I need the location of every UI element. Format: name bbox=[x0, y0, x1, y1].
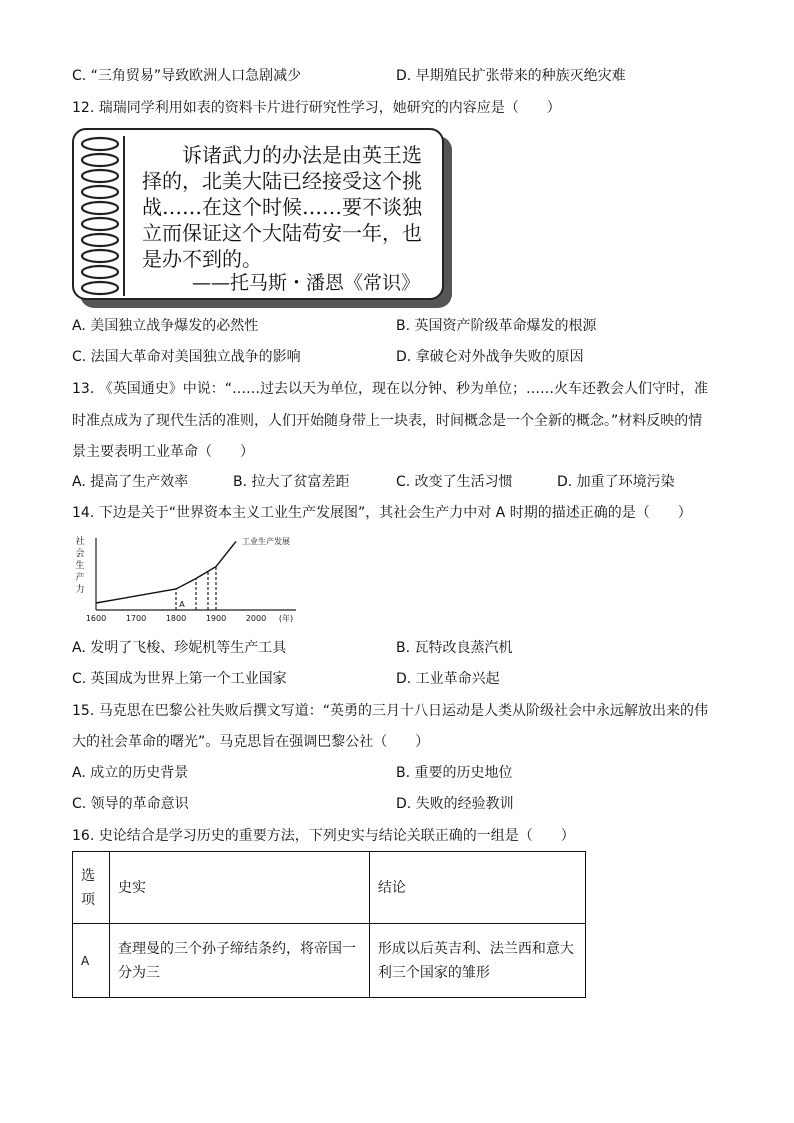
q13-stem-3: 景主要表明工业革命（ ） bbox=[72, 444, 254, 460]
y-axis-label-char: 力 bbox=[75, 585, 85, 595]
x-tick-label: 1900 bbox=[205, 614, 227, 623]
q12-option-a: A. 美国独立战争爆发的必然性 bbox=[72, 318, 259, 334]
q15-stem-1: 15. 马克思在巴黎公社失败后撰文写道：“英勇的三月十八日运动是人类从阶级社会中永远解放出来的伟 bbox=[72, 703, 708, 719]
spiral-binding-icon bbox=[74, 130, 134, 302]
q13-option-d: D. 加重了环境污染 bbox=[557, 474, 675, 490]
card-quote-line: 战……在这个时候……要不谈独 bbox=[142, 195, 422, 219]
y-axis-label-char: 生 bbox=[75, 561, 85, 571]
q12-option-b: B. 英国资产阶级革命爆发的根源 bbox=[396, 318, 597, 334]
header-fact: 史实 bbox=[109, 852, 369, 924]
q13-option-b: B. 拉大了贫富差距 bbox=[233, 474, 350, 490]
x-tick-label: 1700 bbox=[125, 614, 147, 623]
header-option-line: 选 bbox=[81, 867, 95, 884]
series-line bbox=[96, 541, 236, 603]
row-fact bbox=[109, 924, 369, 998]
row-fact-line: 分为三 bbox=[117, 964, 160, 981]
q14-option-c: C. 英国成为世界上第一个工业国家 bbox=[72, 671, 287, 687]
q13-stem-1: 13. 《英国通史》中说：“……过去以天为单位，现在以分钟、秒为单位；……火车还教会人们守时，准 bbox=[72, 381, 708, 397]
marker-a-label: A bbox=[179, 600, 185, 609]
q15-option-a: A. 成立的历史背景 bbox=[72, 765, 189, 781]
y-axis-label-char: 社 bbox=[75, 537, 85, 547]
x-tick-label: 1600 bbox=[85, 614, 107, 623]
row-option: A bbox=[73, 924, 110, 998]
history-table bbox=[72, 851, 586, 998]
q13-option-c: C. 改变了生活习惯 bbox=[396, 474, 513, 490]
q14-stem: 14. 下边是关于“世界资本主义工业生产发展图”，其社会生产力中对 A 时期的描述正确的是（ ） bbox=[72, 505, 692, 521]
card-source: ——托马斯・潘恩《常识》 bbox=[191, 272, 420, 294]
x-tick-label: 1800 bbox=[165, 614, 187, 623]
industrial-production-chart bbox=[74, 534, 314, 626]
row-fact-line: 查理曼的三个孙子缔结条约，将帝国一 bbox=[117, 940, 356, 957]
quote-card bbox=[72, 128, 458, 310]
y-axis-label-char: 产 bbox=[75, 573, 85, 583]
card-body bbox=[72, 128, 444, 300]
x-axis-label: (年) bbox=[278, 614, 294, 623]
header-conclusion: 结论 bbox=[369, 852, 585, 924]
q12-option-c: C. 法国大革命对美国独立战争的影响 bbox=[72, 349, 301, 365]
q14-option-b: B. 瓦特改良蒸汽机 bbox=[396, 640, 513, 656]
row-conclusion-line: 形成以后英吉利、法兰西和意大 bbox=[377, 940, 574, 957]
card-quote-line: 立而保证这个大陆苟安一年，也 bbox=[142, 221, 422, 245]
q11-option-c: C. “三角贸易”导致欧洲人口急剧减少 bbox=[72, 68, 302, 84]
q14-option-d: D. 工业革命兴起 bbox=[396, 671, 500, 687]
q11-option-d: D. 早期殖民扩张带来的种族灭绝灾难 bbox=[396, 68, 626, 84]
table-header-row bbox=[73, 852, 586, 924]
q14-option-a: A. 发明了飞梭、珍妮机等生产工具 bbox=[72, 640, 287, 656]
q16-stem: 16. 史论结合是学习历史的重要方法，下列史实与结论关联正确的一组是（ ） bbox=[72, 828, 575, 844]
row-conclusion bbox=[369, 924, 585, 998]
header-option-line: 项 bbox=[81, 891, 95, 908]
q15-option-b: B. 重要的历史地位 bbox=[396, 765, 513, 781]
x-tick-label: 2000 bbox=[245, 614, 267, 623]
q12-stem: 12. 瑞瑞同学利用如表的资料卡片进行研究性学习，她研究的内容应是（ ） bbox=[72, 100, 561, 116]
table-row bbox=[73, 924, 586, 998]
q15-option-d: D. 失败的经验教训 bbox=[396, 796, 514, 812]
row-conclusion-line: 利三个国家的雏形 bbox=[377, 964, 490, 981]
q13-option-a: A. 提高了生产效率 bbox=[72, 474, 189, 490]
card-quote-line: 诉诸武力的办法是由英王选 bbox=[182, 143, 422, 167]
card-quote-line: 择的，北美大陆已经接受这个挑 bbox=[142, 169, 422, 193]
q12-option-d: D. 拿破仑对外战争失败的原因 bbox=[396, 349, 584, 365]
series-label: 工业生产发展 bbox=[242, 537, 290, 546]
card-quote-line: 是办不到的。 bbox=[142, 247, 262, 271]
y-axis-label-char: 会 bbox=[75, 549, 85, 559]
card-quote bbox=[142, 142, 438, 272]
header-option bbox=[73, 852, 110, 924]
q15-stem-2: 大的社会革命的曙光”。马克思旨在强调巴黎公社（ ） bbox=[72, 734, 430, 750]
q15-option-c: C. 领导的革命意识 bbox=[72, 796, 189, 812]
q13-stem-2: 时准点成为了现代生活的准则，人们开始随身带上一块表，时间概念是一个全新的概念。”材料反映的情 bbox=[72, 413, 703, 429]
